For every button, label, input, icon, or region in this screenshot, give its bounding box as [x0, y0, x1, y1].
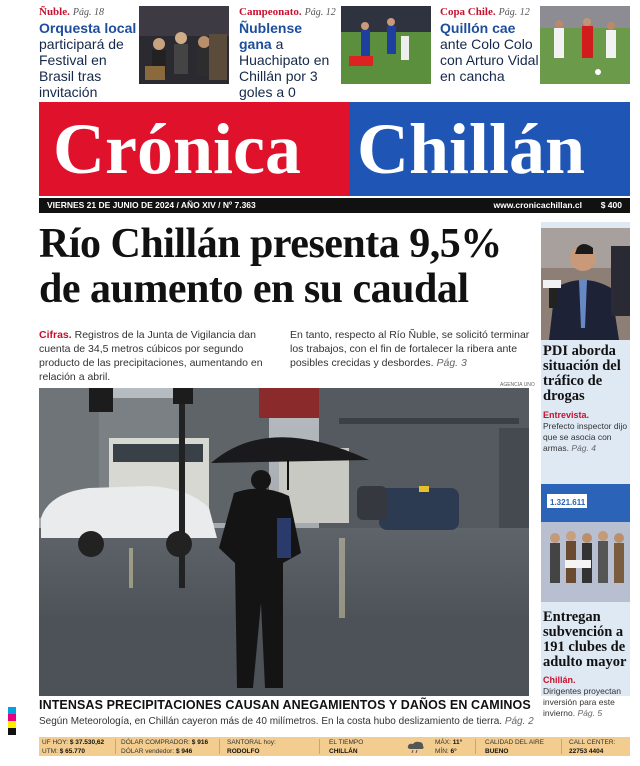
sidebar-photo-clubs [541, 484, 630, 602]
website-link[interactable]: www.cronicachillan.cl [493, 200, 582, 210]
site-and-price [493, 198, 622, 213]
photo-credit: AGENCIA UNO [500, 382, 535, 388]
info-calidad-aire: CALIDAD DEL AIRE BUENO [485, 739, 545, 755]
info-bar [39, 737, 630, 756]
sidebar-headline-clubs[interactable]: Entregan subvención a 191 clubes de adulto mayor [543, 609, 627, 670]
sidebar-photo-pdi [541, 228, 630, 340]
info-temperature: MÁX: 11° MÍN: 6° [435, 739, 463, 755]
cmyk-yellow [8, 721, 16, 728]
teaser-kicker: Copa Chile. Pág. 12 [440, 6, 530, 18]
banner-number: 1.321.611 [550, 498, 586, 507]
price: $ 400 [600, 200, 622, 210]
masthead-word-chillan: Chillán [357, 109, 586, 189]
teaser-photo-orchestra [139, 6, 229, 84]
cmyk-magenta [8, 714, 16, 721]
lead-text-2: En tanto, respecto al Río Ñuble, se solicitó terminar los trabajos, con el fin de fortalecer la ribera ante posibles crecidas y desbordes. [290, 329, 530, 369]
edition-date: VIERNES 21 DE JUNIO DE 2024 / AÑO XIV / Nº 7.363 [47, 200, 256, 210]
info-separator [561, 739, 562, 754]
teaser-orquesta[interactable] [39, 6, 137, 100]
lead-text-1: Registros de la Junta de Vigilancia dan cuenta de 34,5 metros cúbicos por segundo producto de las precipitaciones, aumentando en relación a abril. [39, 329, 263, 383]
masthead[interactable] [39, 102, 630, 196]
lead-column-2 [290, 328, 530, 370]
sidebar-kicker-pdi: Entrevista. [543, 410, 590, 420]
info-separator [115, 739, 116, 754]
masthead-word-cronica: Crónica [53, 109, 301, 189]
photo-caption-headline[interactable]: INTENSAS PRECIPITACIONES CAUSAN ANEGAMIENTOS Y DAÑOS EN CAMINOS [39, 698, 531, 712]
top-teasers [0, 0, 640, 100]
info-santoral: SANTORAL hoy: RODOLFO [227, 739, 276, 755]
info-tiempo: EL TIEMPO CHILLÁN [329, 739, 364, 755]
teaser-title: Orquesta local participará de Festival en Brasil tras invitación [39, 20, 137, 100]
teaser-quillon[interactable] [440, 6, 540, 84]
teaser-title: Quillón cae ante Colo Colo con Arturo Vidal en cancha [440, 20, 539, 84]
sidebar-headline-pdi[interactable]: PDI aborda situación del tráfico de drogas [543, 343, 621, 404]
info-separator [319, 739, 320, 754]
lead-page: Pág. 3 [436, 357, 467, 369]
cmyk-black [8, 728, 16, 735]
teaser-photo-football-2 [540, 6, 630, 84]
sidebar-body-pdi: Prefecto inspector dijo que se asocia con armas. Pág. 4 [543, 421, 628, 453]
info-separator [219, 739, 220, 754]
photo-caption-body: Según Meteorología, en Chillán cayeron más de 40 milímetros. En la costa hubo deslizamiento de tierra. Pág. 2 [39, 716, 534, 727]
dateline-bar [39, 198, 630, 213]
lead-label: Cifras. [39, 329, 72, 341]
teaser-title: Ñublense gana a Huachipato en Chillán por 3 goles a 0 [239, 20, 330, 100]
lead-column-1 [39, 328, 277, 384]
info-dolar: DÓLAR COMPRADOR: $ 916 DÓLAR vendedor: $ 946 [121, 739, 209, 755]
info-call-center[interactable]: CALL CENTER: 22753 4404 [569, 739, 616, 755]
teaser-nublense[interactable] [239, 6, 337, 100]
main-headline[interactable]: Río Chillán presenta 9,5% de aumento en su caudal [39, 221, 502, 312]
cmyk-cyan [8, 707, 16, 714]
teaser-kicker: Ñuble. Pág. 18 [39, 6, 104, 18]
info-uf-utm: UF HOY: $ 37.530,62 UTM: $ 65.770 [42, 739, 105, 755]
cloud-rain-icon [407, 741, 425, 757]
sidebar-kicker-clubs: Chillán. [543, 675, 576, 685]
sidebar [541, 222, 630, 718]
teaser-kicker: Campeonato. Pág. 12 [239, 6, 336, 18]
info-separator [475, 739, 476, 754]
teaser-photo-football-1 [341, 6, 431, 84]
main-photo-rain[interactable] [39, 388, 529, 696]
sidebar-body-clubs: Dirigentes proyectan inversión para este invierno. Pág. 5 [543, 686, 621, 718]
